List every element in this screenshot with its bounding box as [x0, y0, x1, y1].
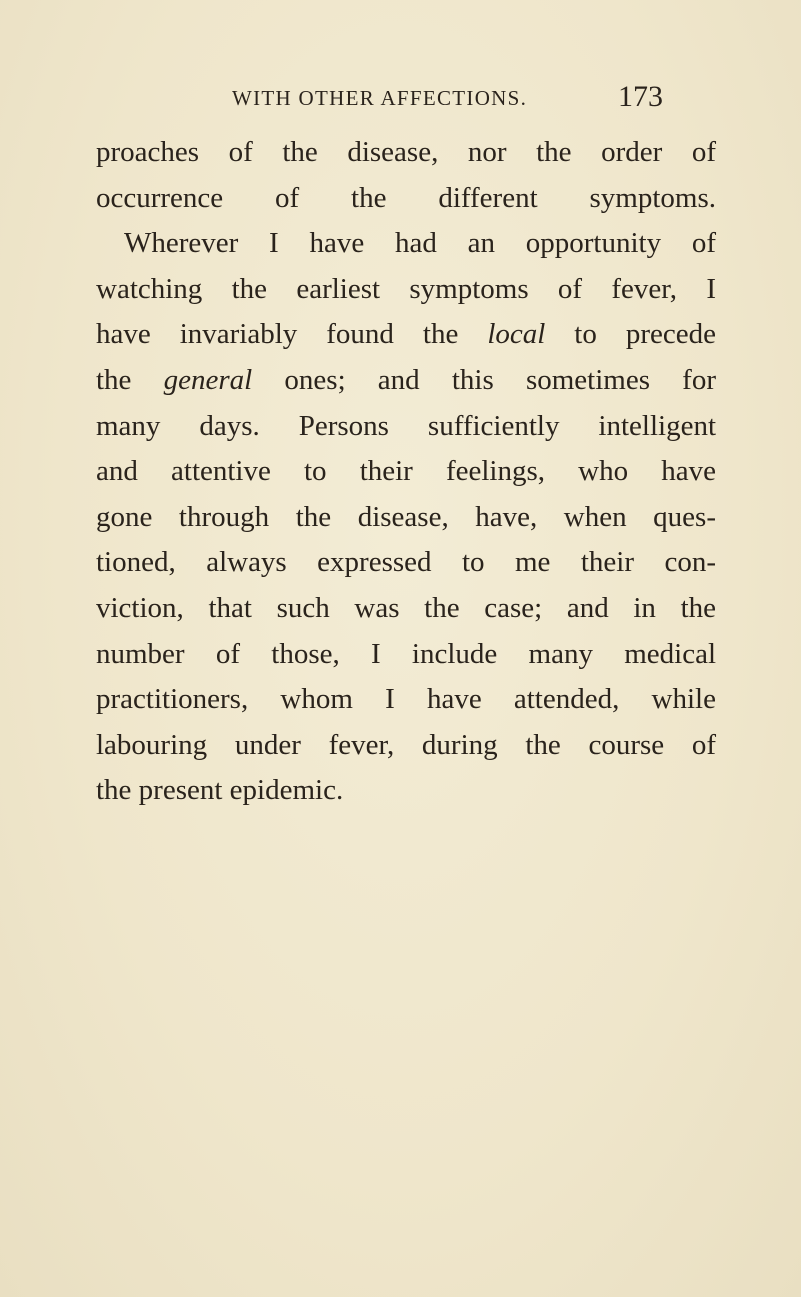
text-line: labouring under fever, during the course of	[96, 728, 716, 761]
running-head	[0, 80, 801, 120]
text-line	[96, 358, 716, 404]
emphasis-general: general	[163, 363, 253, 396]
text-segment: to precede	[545, 318, 716, 351]
emphasis-local: local	[487, 318, 546, 351]
text-segment: ones; and this sometimes for	[252, 363, 716, 396]
text-line	[96, 312, 716, 358]
text-line: and attentive to their feelings, who have	[96, 455, 716, 488]
text-line: the present epidemic.	[96, 774, 344, 807]
text-line: gone through the disease, have, when ques-	[96, 500, 716, 533]
text-line: practitioners, whom I have attended, while	[96, 683, 716, 716]
body-text	[96, 130, 716, 814]
text-line: occurrence of the different symptoms.	[96, 181, 716, 214]
text-line: many days. Persons sufficiently intelligent	[96, 409, 716, 442]
text-line: number of those, I include many medical	[96, 637, 716, 670]
running-title: WITH OTHER AFFECTIONS.	[232, 86, 528, 110]
text-line: Wherever I have had an opportunity of	[124, 227, 716, 260]
text-segment: have invariably found the	[96, 318, 488, 351]
text-segment: the	[96, 363, 164, 396]
text-line: tioned, always expressed to me their con-	[96, 546, 716, 579]
text-line: viction, that such was the case; and in the	[96, 591, 716, 624]
text-line: proaches of the disease, nor the order of	[96, 136, 716, 168]
page-number: 173	[618, 80, 663, 113]
text-line: watching the earliest symptoms of fever, I	[96, 272, 716, 305]
